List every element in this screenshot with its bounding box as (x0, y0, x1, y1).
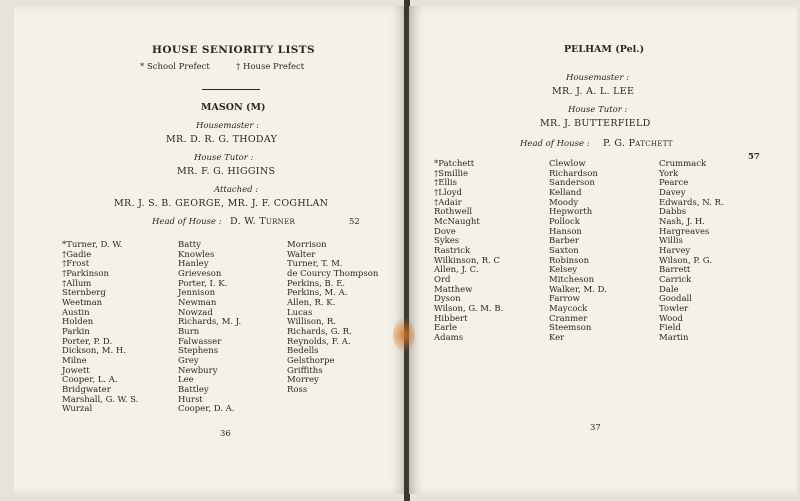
house-count: 52 (349, 217, 360, 227)
tutor-name: MR. J. BUTTERFIELD (540, 118, 651, 129)
list-item: †Allum (62, 278, 92, 289)
list-item: Mitcheson (549, 274, 595, 285)
list-item: Porter, P. D. (62, 336, 113, 347)
page-heading: HOUSE SENIORITY LISTS (152, 44, 315, 56)
list-item: Reynolds, F. A. (287, 336, 351, 347)
list-item: Jennison (178, 288, 216, 299)
list-item: Martin (659, 332, 689, 343)
list-item: Towler (659, 303, 689, 314)
list-item: Stephens (178, 346, 219, 357)
name-column-2 (549, 160, 607, 343)
list-item: Milne (62, 355, 87, 366)
list-item: †Gadie (62, 249, 92, 260)
list-item: Bridgwater (62, 384, 111, 395)
list-item: Dickson, M. H. (62, 346, 127, 357)
list-item: Dabbs (659, 207, 687, 218)
list-item: Steemson (549, 323, 592, 334)
house-name: PELHAM (Pel.) (564, 44, 645, 55)
list-item: Dyson (434, 294, 461, 305)
attached-label: Attached : (214, 185, 259, 195)
list-item: Barrett (659, 265, 691, 276)
housemaster-name: MR. J. A. L. LEE (552, 86, 635, 97)
list-item: Hibbert (434, 313, 468, 324)
attached-names: MR. J. S. B. GEORGE, MR. J. F. COGHLAN (114, 198, 329, 209)
list-item: Hanley (178, 259, 209, 270)
name-column-1 (434, 160, 503, 343)
list-item: Barber (549, 236, 579, 247)
list-item: Moody (549, 197, 579, 208)
list-item: Allen, J. C. (434, 265, 479, 276)
list-item: Harvey (659, 245, 691, 256)
list-item: Sanderson (549, 178, 595, 189)
tutor-name: MR. F. G. HIGGINS (177, 166, 276, 177)
list-item: Dale (659, 284, 679, 295)
list-item: Morrison (287, 240, 327, 250)
paper-stain (393, 318, 415, 352)
list-item: Bedells (287, 346, 319, 357)
list-item: York (659, 168, 679, 179)
list-item: Ker (549, 332, 565, 343)
list-item: Hargreaves (659, 226, 710, 237)
list-item: Wilson, G. M. B. (434, 303, 504, 314)
name-column-1 (62, 241, 138, 415)
list-item: Adams (434, 332, 464, 343)
list-item: Saxton (549, 245, 579, 256)
list-item: Matthew (434, 284, 473, 295)
list-item: †Ellis (434, 178, 457, 189)
list-item: †Adair (434, 197, 462, 208)
list-item: de Courcy Thompson (287, 268, 379, 279)
list-item: Grey (178, 355, 199, 366)
list-item: Falwasser (178, 336, 222, 347)
head-of-house-label: Head of House : (520, 139, 590, 149)
housemaster-name: MR. D. R. G. THODAY (166, 134, 278, 145)
page-number: 36 (220, 429, 231, 439)
list-item: Richards, G. R. (287, 326, 352, 337)
right-page (409, 6, 797, 494)
name-column-2 (178, 241, 241, 415)
list-item: Nash, J. H. (659, 216, 706, 227)
list-item: Hurst (178, 394, 203, 405)
list-item: Allen, R. K. (287, 297, 336, 308)
list-item: Batty (178, 240, 201, 250)
list-item: Rastrick (434, 245, 471, 256)
list-item: Field (659, 323, 681, 334)
list-item: Holden (62, 317, 94, 328)
list-item: Sykes (434, 236, 460, 247)
list-item: Weetman (62, 297, 103, 308)
list-item: Battley (178, 384, 209, 395)
house-name: MASON (M) (201, 102, 266, 113)
name-column-3 (659, 160, 724, 343)
list-item: Carrick (659, 274, 692, 285)
list-item: Turner, T. M. (287, 259, 343, 270)
list-item: Newman (178, 297, 217, 308)
tutor-label: House Tutor : (194, 153, 254, 163)
list-item: †Parkinson (62, 268, 110, 279)
list-item: Jowett (62, 365, 90, 376)
list-item: Knowles (178, 249, 215, 260)
list-item: Newbury (178, 365, 218, 376)
list-item: Wood (659, 313, 683, 324)
list-item: †Frost (62, 259, 90, 270)
list-item: Goodall (659, 294, 692, 305)
head-of-house-label: Head of House : (152, 217, 222, 227)
list-item: Farrow (549, 294, 580, 305)
list-item: Gelsthorpe (287, 355, 335, 366)
list-item: *Patchett (434, 159, 475, 169)
legend-school-prefect: * School Prefect (140, 62, 210, 72)
list-item: Hepworth (549, 207, 593, 218)
tutor-label: House Tutor : (568, 105, 628, 115)
list-item: Cooper, D. A. (178, 404, 235, 415)
list-item: Pearce (659, 178, 689, 189)
list-item: Davey (659, 187, 686, 198)
list-item: Wilkinson, R. C (434, 255, 501, 266)
list-item: Perkins, B. E. (287, 278, 346, 289)
list-item: Pollock (549, 216, 580, 227)
list-item: Willison, R. (287, 317, 336, 328)
house-count: 57 (748, 152, 760, 162)
list-item: Walter (287, 249, 316, 260)
list-item: Marshall, G. W. S. (62, 394, 139, 405)
list-item: Maycock (549, 303, 588, 314)
list-item: Kelland (549, 187, 582, 198)
list-item: Edwards, N. R. (659, 197, 724, 208)
legend-house-prefect: † House Prefect (236, 62, 305, 72)
list-item: Burn (178, 326, 200, 337)
list-item: Lucas (287, 307, 313, 318)
head-of-house-name: D. W. Turner (230, 216, 296, 227)
housemaster-label: Housemaster : (566, 73, 629, 83)
list-item: Griffiths (287, 365, 323, 376)
list-item: Austin (62, 307, 90, 318)
list-item: Cooper, L. A. (62, 375, 118, 386)
list-item: Clewlow (549, 159, 586, 169)
list-item: Parkin (62, 326, 90, 337)
list-item: Richardson (549, 168, 598, 179)
list-item: Sternberg (62, 288, 106, 299)
list-item: Richards, M. J. (178, 317, 242, 328)
list-item: Crummack (659, 159, 707, 169)
list-item: Porter, I. K. (178, 278, 228, 289)
list-item: †Lloyd (434, 187, 462, 198)
divider-rule (202, 89, 260, 90)
list-item: McNaught (434, 216, 480, 227)
list-item: Wilson, P. G. (659, 255, 712, 266)
left-page (14, 6, 406, 494)
list-item: Rothwell (434, 207, 473, 218)
list-item: Nowzad (178, 307, 213, 318)
list-item: Lee (178, 375, 194, 386)
list-item: Robinson (549, 255, 590, 266)
list-item: Willis (659, 236, 683, 247)
housemaster-label: Housemaster : (196, 121, 259, 131)
list-item: Morrey (287, 375, 319, 386)
page-number: 37 (590, 423, 601, 433)
list-item: Earle (434, 323, 458, 334)
list-item: Cranmer (549, 313, 588, 324)
list-item: Walker, M. D. (549, 284, 607, 295)
list-item: Dove (434, 226, 456, 237)
head-of-house-name: P. G. Patchett (603, 138, 673, 149)
name-column-3 (287, 241, 378, 396)
list-item: Ord (434, 274, 451, 285)
list-item: Wurzal (62, 404, 93, 415)
list-item: Kelsey (549, 265, 578, 276)
list-item: †Smillie (434, 168, 469, 179)
list-item: *Turner, D. W. (62, 240, 123, 250)
list-item: Ross (287, 384, 308, 395)
list-item: Hanson (549, 226, 582, 237)
list-item: Grieveson (178, 268, 222, 279)
list-item: Perkins, M. A. (287, 288, 348, 299)
